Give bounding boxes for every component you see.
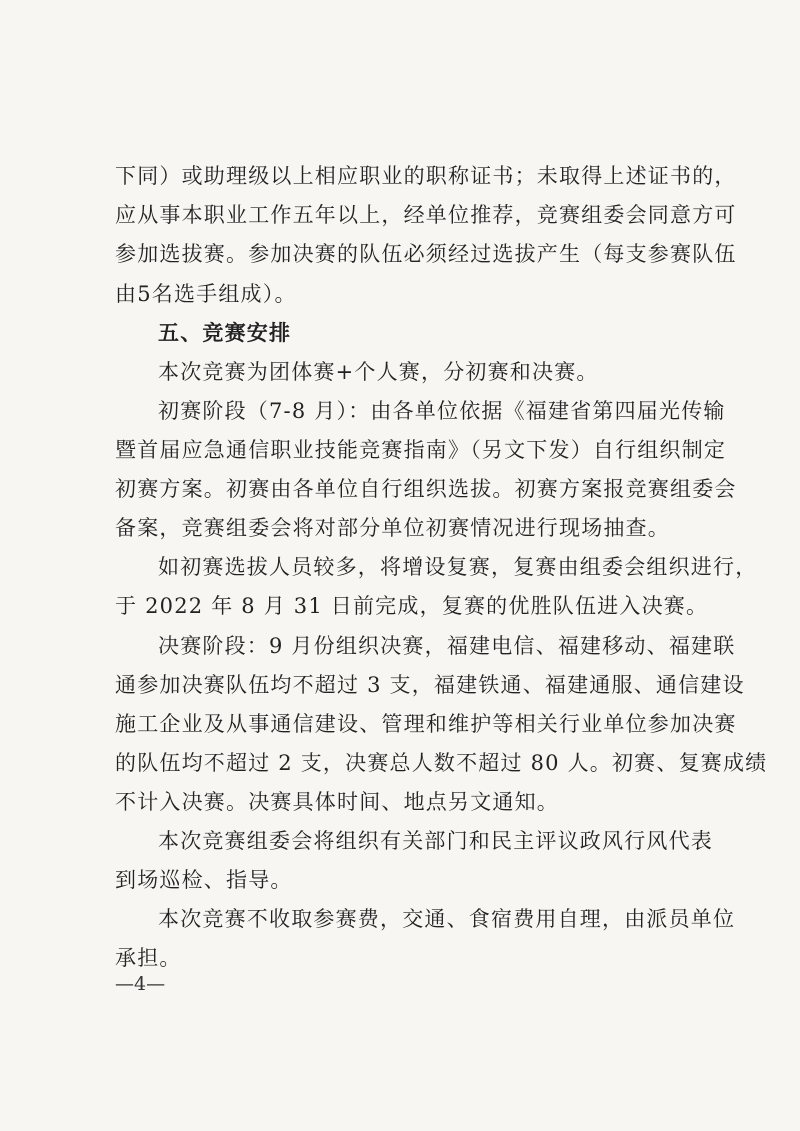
paragraph-line: 承担。 <box>115 946 182 970</box>
paragraph-line: 决赛阶段：9 月份组织决赛，福建电信、福建移动、福建联 <box>158 634 736 658</box>
paragraph-line: 本次竞赛为团体赛+个人赛，分初赛和决赛。 <box>158 360 599 384</box>
paragraph-line: 初赛方案。初赛由各单位自行组织选拔。初赛方案报竞赛组委会 <box>115 477 737 501</box>
paragraph-line: 应从事本职业工作五年以上，经单位推荐，竞赛组委会同意方可 <box>115 203 737 227</box>
paragraph-line: 通参加决赛队伍均不超过 3 支，福建铁通、福建通服、通信建设 <box>115 673 745 697</box>
paragraph-line: 于 2022 年 8 月 31 日前完成，复赛的优胜队伍进入决赛。 <box>115 594 709 618</box>
paragraph-line: 初赛阶段（7-8 月）：由各单位依据《福建省第四届光传输 <box>158 399 726 423</box>
paragraph-line: 施工企业及从事通信建设、管理和维护等相关行业单位参加决赛 <box>115 712 737 736</box>
paragraph-line: 下同）或助理级以上相应职业的职称证书；未取得上述证书的， <box>115 164 737 188</box>
paragraph-line: 备案，竞赛组委会将对部分单位初赛情况进行现场抽查。 <box>115 516 670 540</box>
paragraph-line: 的队伍均不超过 2 支，决赛总人数不超过 80 人。初赛、复赛成绩 <box>115 751 768 775</box>
paragraph-line: 暨首届应急通信职业技能竞赛指南》（另文下发）自行组织制定 <box>115 438 727 462</box>
paragraph-line: 参加选拔赛。参加决赛的队伍必须经过选拔产生（每支参赛队伍 <box>115 242 737 266</box>
paragraph-line: 本次竞赛组委会将组织有关部门和民主评议政风行风代表 <box>158 829 713 853</box>
section-heading: 五、竞赛安排 <box>158 321 292 345</box>
paragraph-line: 本次竞赛不收取参赛费，交通、食宿费用自理，由派员单位 <box>158 907 736 931</box>
paragraph-line: 由5名选手组成）。 <box>115 282 297 306</box>
paragraph-line: 不计入决赛。决赛具体时间、地点另文通知。 <box>115 790 559 814</box>
page-number: —4— <box>115 973 166 995</box>
paragraph-line: 到场巡检、指导。 <box>115 868 293 892</box>
paragraph-line: 如初赛选拔人员较多，将增设复赛，复赛由组委会组织进行， <box>158 555 758 579</box>
